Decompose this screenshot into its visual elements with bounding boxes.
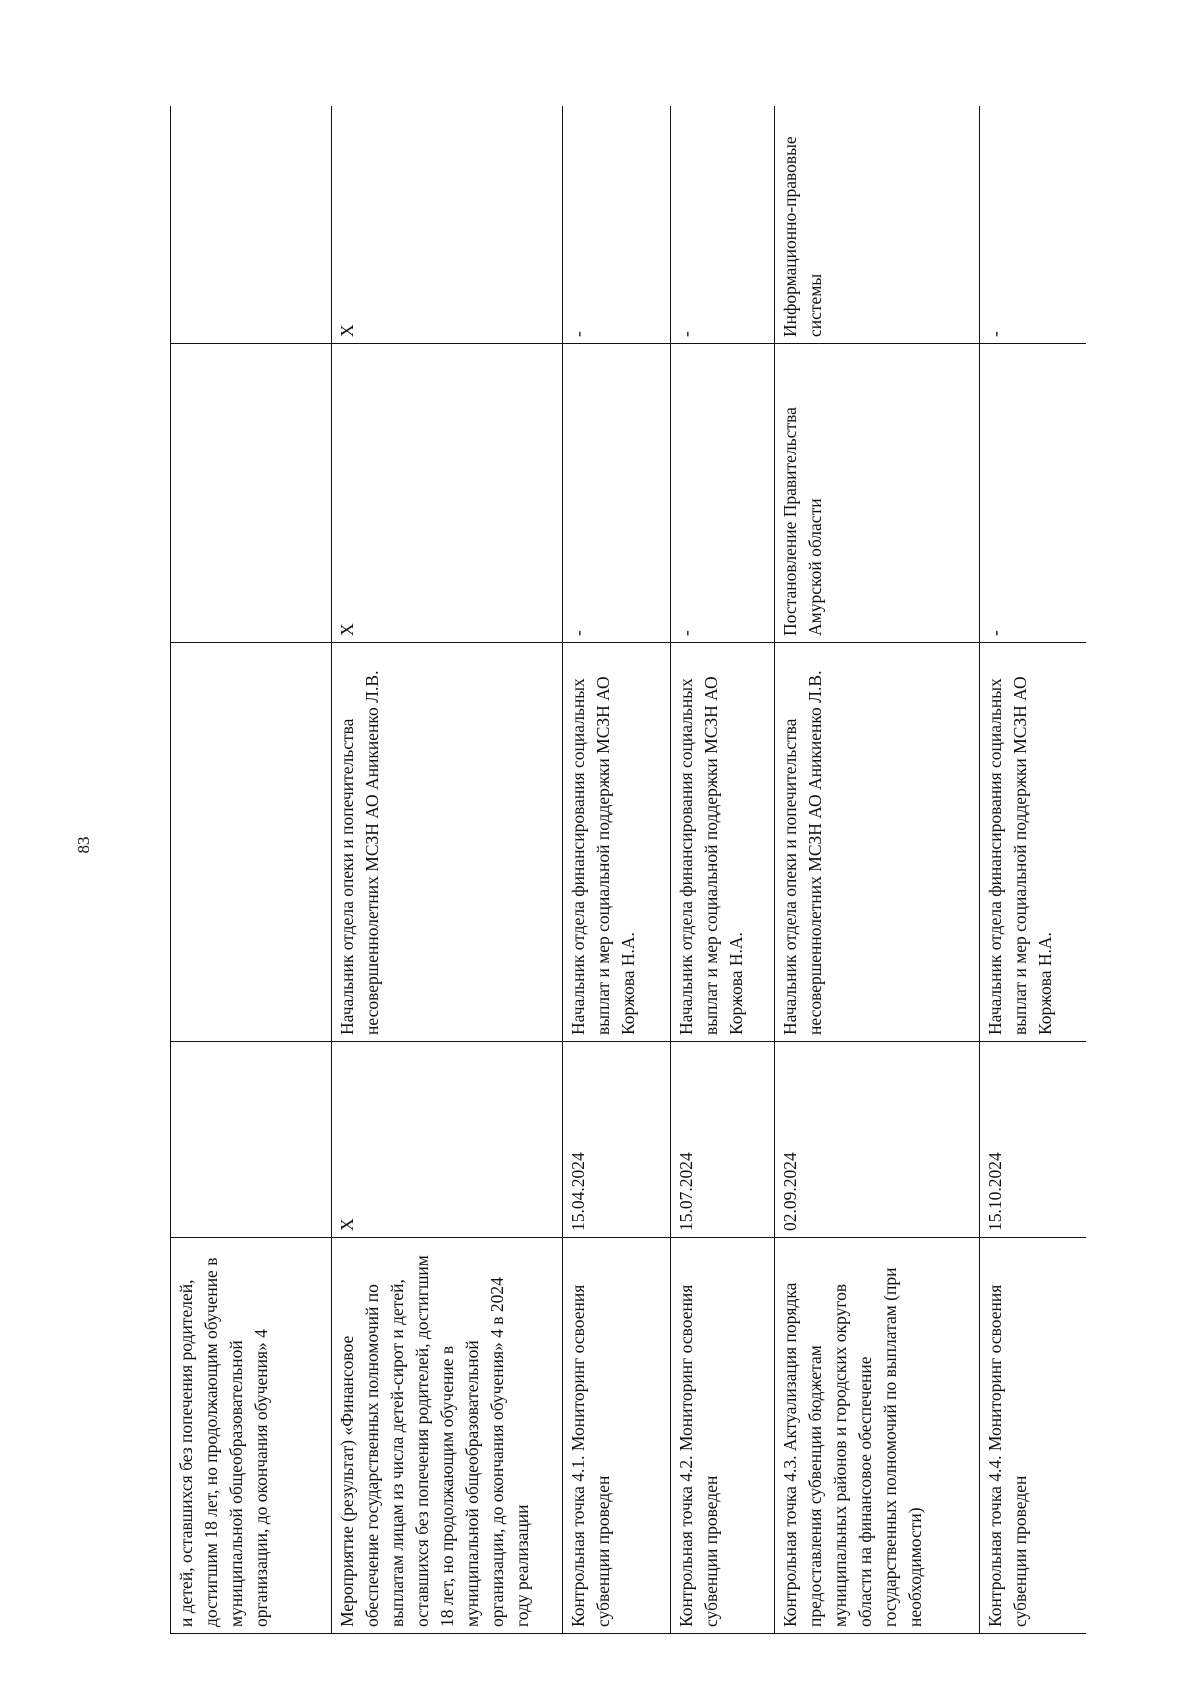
document-type-cell: - [980,344,1087,643]
page-number: 83 [74,836,93,854]
responsible-cell: Начальник отдела финансирования социальных выплат и мер социальной поддержки МСЗН АО Коржова Н.А. [671,643,775,1042]
event-name-cell: Мероприятие (результат) «Финансовое обеспечение государственных полномочий по выплатам лицам из числа детей-сирот и детей, оставшихся без попечения родителей, достигшим 18 лет, но продолжающим обучение в муниципальной общеобразовательной организации, до окончания обучения» 4 в 2024 году реализации [332,1238,563,1634]
rotated-table-container [170,106,1086,1634]
event-name-cell: Контрольная точка 4.3. Актуализация порядка предоставления субвенции бюджетам муниципальных районов и городских округов области на финансовое обеспечение государственных полномочий по выплатам (при необходимости) [775,1238,980,1634]
info-system-cell [171,106,332,344]
deadline-cell: 15.07.2024 [671,1042,775,1238]
event-name-cell: Контрольная точка 4.4. Мониторинг освоения субвенции проведен [980,1238,1087,1634]
event-name-cell: Контрольная точка 4.1. Мониторинг освоения субвенции проведен [563,1238,671,1634]
event-name-cell: Контрольная точка 4.2. Мониторинг освоения субвенции проведен [671,1238,775,1634]
table-row [563,106,671,1634]
document-type-cell [171,344,332,643]
table-row [171,106,332,1634]
event-name-cell: и детей, оставшихся без попечения родителей, достигшим 18 лет, но продолжающим обучение в муниципальной общеобразовательной организации, до окончания обучения» 4 [171,1238,332,1634]
table-row [332,106,563,1634]
responsible-cell [171,643,332,1042]
deadline-cell: X [332,1042,563,1238]
responsible-cell: Начальник отдела финансирования социальных выплат и мер социальной поддержки МСЗН АО Коржова Н.А. [563,643,671,1042]
control-points-table [170,106,1086,1634]
landscape-page [170,106,1086,1634]
deadline-cell [171,1042,332,1238]
responsible-cell: Начальник отдела опеки и попечительства несовершеннолетних МСЗН АО Аникиенко Л.В. [775,643,980,1042]
responsible-cell: Начальник отдела финансирования социальных выплат и мер социальной поддержки МСЗН АО Коржова Н.А. [980,643,1087,1042]
document-type-cell: - [671,344,775,643]
document-type-cell: Постановление Правительства Амурской области [775,344,980,643]
deadline-cell: 15.04.2024 [563,1042,671,1238]
info-system-cell: Информационно-правовые системы [775,106,980,344]
info-system-cell: - [671,106,775,344]
document-type-cell: X [332,344,563,643]
info-system-cell: - [563,106,671,344]
deadline-cell: 15.10.2024 [980,1042,1087,1238]
table-row [775,106,980,1634]
info-system-cell: - [980,106,1087,344]
deadline-cell: 02.09.2024 [775,1042,980,1238]
table-row [980,106,1087,1634]
table-row [671,106,775,1634]
responsible-cell: Начальник отдела опеки и попечительства несовершеннолетних МСЗН АО Аникиенко Л.В. [332,643,563,1042]
info-system-cell: X [332,106,563,344]
document-type-cell: - [563,344,671,643]
